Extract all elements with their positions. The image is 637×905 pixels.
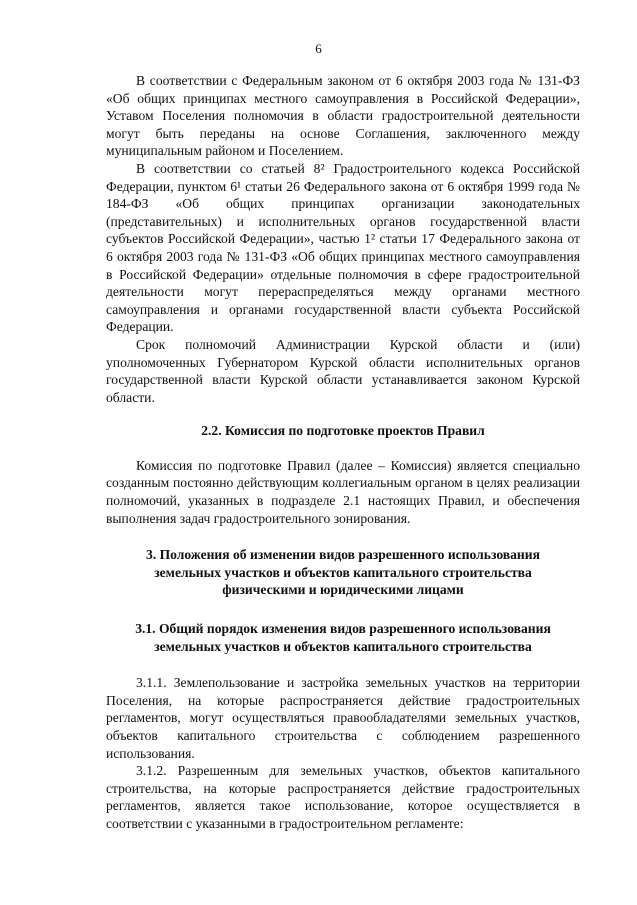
paragraph-federal-law: В соответствии с Федеральным законом от 6 октября 2003 года № 131-ФЗ «Об общих принципах местного самоуправления в Российской Федерации», Уставом Поселения полномочия в области градостроительной деятельности могут быть переданы на основе Соглашения, заключенного между муниципальным районом и Поселением. [106,73,580,159]
heading-2-2: 2.2. Комиссия по подготовке проектов Правил [201,423,485,439]
heading-3-line: 3. Положения об изменении видов разрешенного использования [146,547,540,563]
heading-3-line: физическими и юридическими лицами [222,582,464,598]
heading-3-1-line: 3.1. Общий порядок изменения видов разрешенного использования [135,621,551,637]
page-number: 6 [315,41,322,56]
paragraph-3-1-1: 3.1.1. Землепользование и застройка земельных участков на территории Поселения, на которые распространяется действие градостроительных регламентов, могут осуществляться правообладателями земельных участков, объектов капитального строительства с соблюдением разрешенного использования. [106,675,580,761]
paragraph-3-1-2: 3.1.2. Разрешенным для земельных участков, объектов капитального строительства, на которые распространяется действие градостроительных регламентов, является такое использование, которое осуществляется в соответствии с указанными в градостроительном регламенте: [106,763,580,831]
heading-3 [106,546,580,599]
heading-3-1-line: земельных участков и объектов капитального строительства [154,638,532,654]
document-body [106,72,580,833]
paragraph-article-8-2: В соответствии со статьей 8² Градостроительного кодекса Российской Федерации, пунктом 6¹ статьи 26 Федерального закона от 6 октября 1999 года № 184-ФЗ «Об общих принципах организации законодательных (представительных) и исполнительных органов государственной власти субъектов Российской Федерации», частью 1² статьи 17 Федерального закона от 6 октября 2003 года № 131-ФЗ «Об общих принципах местного самоуправления в Российской Федерации» отдельные полномочия в сфере градостроительной деятельности могут перераспределяться между органами местного самоуправления и органами государственной власти субъекта Российской Федерации. [106,160,580,335]
paragraph-commission: Комиссия по подготовке Правил (далее – Комиссия) является специально созданным постоянно действующим коллегиальным органом в целях реализации полномочий, указанных в подразделе 2.1 настоящих Правил, и обеспечения выполнения задач градостроительного зонирования. [106,457,580,526]
paragraph-term-of-powers: Срок полномочий Администрации Курской области и (или) уполномоченных Губернатором Курской области исполнительных органов государственной власти Курской области устанавливается законом Курской области. [106,336,580,405]
heading-3-1 [106,620,580,655]
heading-3-line: земельных участков и объектов капитального строительства [154,564,532,580]
